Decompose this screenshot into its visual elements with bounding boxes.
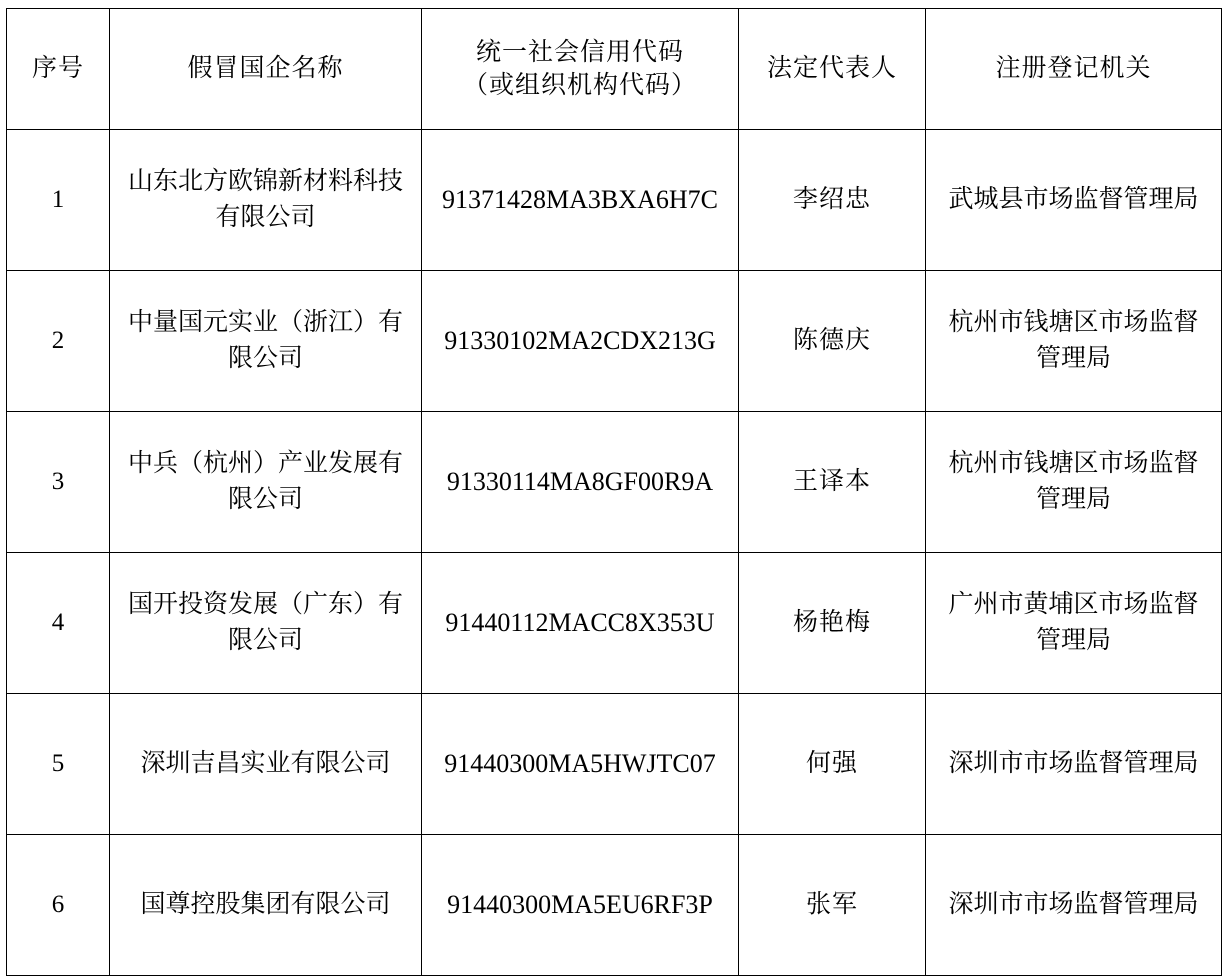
cell-registration-authority: 深圳市市场监督管理局 [926, 694, 1222, 835]
cell-index: 3 [7, 412, 110, 553]
fake-soe-list-table [6, 8, 1222, 976]
column-header-credit-code [422, 9, 739, 130]
cell-company-name: 中兵（杭州）产业发展有限公司 [110, 412, 422, 553]
table-header-row [7, 9, 1222, 130]
table-row [7, 553, 1222, 694]
column-header-index: 序号 [7, 9, 110, 130]
column-header-credit-code-line1: 统一社会信用代码 [475, 38, 684, 66]
cell-registration-authority: 杭州市钱塘区市场监督管理局 [926, 271, 1222, 412]
cell-legal-person: 李绍忠 [739, 130, 926, 271]
cell-legal-person: 陈德庆 [739, 271, 926, 412]
cell-index: 6 [7, 835, 110, 976]
table-row [7, 271, 1222, 412]
column-header-registration-authority: 注册登记机关 [926, 9, 1222, 130]
cell-index: 1 [7, 130, 110, 271]
table-header [7, 9, 1222, 130]
cell-registration-authority: 武城县市场监督管理局 [926, 130, 1222, 271]
cell-company-name: 山东北方欧锦新材料科技有限公司 [110, 130, 422, 271]
cell-company-name: 国开投资发展（广东）有限公司 [110, 553, 422, 694]
table-row [7, 130, 1222, 271]
table-body [7, 130, 1222, 976]
cell-legal-person: 杨艳梅 [739, 553, 926, 694]
cell-credit-code: 91440300MA5HWJTC07 [422, 694, 739, 835]
cell-credit-code: 91440112MACC8X353U [422, 553, 739, 694]
cell-registration-authority: 广州市黄埔区市场监督管理局 [926, 553, 1222, 694]
cell-registration-authority: 杭州市钱塘区市场监督管理局 [926, 412, 1222, 553]
table-row [7, 412, 1222, 553]
column-header-legal-person: 法定代表人 [739, 9, 926, 130]
cell-legal-person: 张军 [739, 835, 926, 976]
cell-credit-code: 91330114MA8GF00R9A [422, 412, 739, 553]
cell-index: 5 [7, 694, 110, 835]
cell-index: 4 [7, 553, 110, 694]
cell-index: 2 [7, 271, 110, 412]
cell-legal-person: 何强 [739, 694, 926, 835]
cell-legal-person: 王译本 [739, 412, 926, 553]
table-row [7, 694, 1222, 835]
cell-credit-code: 91330102MA2CDX213G [422, 271, 739, 412]
column-header-name: 假冒国企名称 [110, 9, 422, 130]
column-header-credit-code-line2: （或组织机构代码） [462, 72, 697, 99]
cell-registration-authority: 深圳市市场监督管理局 [926, 835, 1222, 976]
cell-credit-code: 91371428MA3BXA6H7C [422, 130, 739, 271]
cell-credit-code: 91440300MA5EU6RF3P [422, 835, 739, 976]
cell-company-name: 深圳吉昌实业有限公司 [110, 694, 422, 835]
cell-company-name: 国尊控股集团有限公司 [110, 835, 422, 976]
table-row [7, 835, 1222, 976]
cell-company-name: 中量国元实业（浙江）有限公司 [110, 271, 422, 412]
